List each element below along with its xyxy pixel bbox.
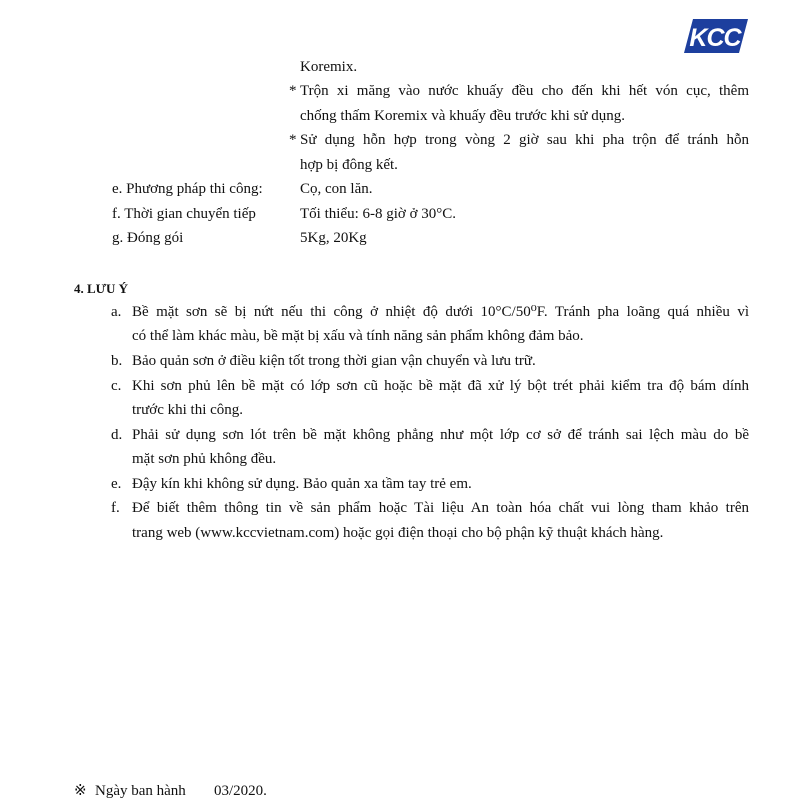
spec-value-application-method: Cọ, con lăn. <box>300 181 373 197</box>
issue-date-value: 03/2020. <box>214 783 267 799</box>
note-letter: c. <box>111 378 122 394</box>
note-letter: e. <box>111 476 122 492</box>
note-b-line-1: Bảo quản sơn ở điều kiện tốt trong thời gian vận chuyển và lưu trữ. <box>132 353 536 369</box>
note-letter: d. <box>111 427 123 443</box>
spec-value-recoat-time: Tối thiểu: 6-8 giờ ở 30°C. <box>300 206 457 222</box>
section-title-notes: 4. LƯU Ý <box>74 281 129 296</box>
note-e-line-1: Đậy kín khi không sử dụng. Bảo quản xa tầm tay trẻ em. <box>132 476 472 492</box>
logo-text: KCC <box>689 24 741 52</box>
spec-label-recoat-time: f. Thời gian chuyển tiếp <box>112 206 256 222</box>
note-letter: b. <box>111 353 123 369</box>
bullet-mark: * <box>289 83 297 99</box>
spec-label-packaging: g. Đóng gói <box>112 230 184 246</box>
spec-label-application-method: e. Phương pháp thi công: <box>112 181 263 197</box>
issue-date-label: Ngày ban hành <box>95 783 186 799</box>
note-a-line-2: có thể làm khác màu, bề mặt bị xấu và tính năng sản phẩm không đảm bảo. <box>132 328 584 344</box>
note-d-line-2: mặt sơn phủ không đều. <box>132 451 277 467</box>
kcc-logo <box>684 19 748 53</box>
note-a-line-1: Bề mặt sơn sẽ bị nứt nếu thi công ở nhiệt độ dưới 10°C/50⁰F. Tránh pha loãng quá nhiều vì <box>132 304 749 320</box>
continuation-first-line: Koremix. <box>300 59 358 75</box>
bullet-2-line-2: hợp bị đông kết. <box>300 157 398 173</box>
bullet-2-line-1: Sử dụng hỗn hợp trong vòng 2 giờ sau khi pha trộn để tránh hỗn <box>300 132 749 148</box>
note-d-line-1: Phải sử dụng sơn lót trên bề mặt không phẳng như một lớp cơ sở để tránh sai lệch màu do bề <box>132 427 749 443</box>
spec-value-packaging: 5Kg, 20Kg <box>300 230 367 246</box>
note-f-line-2: trang web (www.kccvietnam.com) hoặc gọi điện thoại cho bộ phận kỹ thuật khách hàng. <box>132 525 664 541</box>
bullet-1-line-1: Trộn xi măng vào nước khuấy đều cho đến khi hết vón cục, thêm <box>300 83 749 99</box>
note-f-line-1: Để biết thêm thông tin về sản phẩm hoặc Tài liệu An toàn hóa chất vui lòng tham khảo trên <box>132 500 749 516</box>
reference-mark-icon: ※ <box>74 783 87 799</box>
note-letter: a. <box>111 304 122 320</box>
note-letter: f. <box>111 500 120 516</box>
note-c-line-1: Khi sơn phủ lên bề mặt có lớp sơn cũ hoặc bề mặt đã xử lý bột trét phải kiểm tra độ bám dính <box>132 378 749 394</box>
bullet-1-line-2: chống thấm Koremix và khuấy đều trước khi sử dụng. <box>300 108 625 124</box>
note-c-line-2: trước khi thi công. <box>132 402 244 418</box>
bullet-mark: * <box>289 132 297 148</box>
